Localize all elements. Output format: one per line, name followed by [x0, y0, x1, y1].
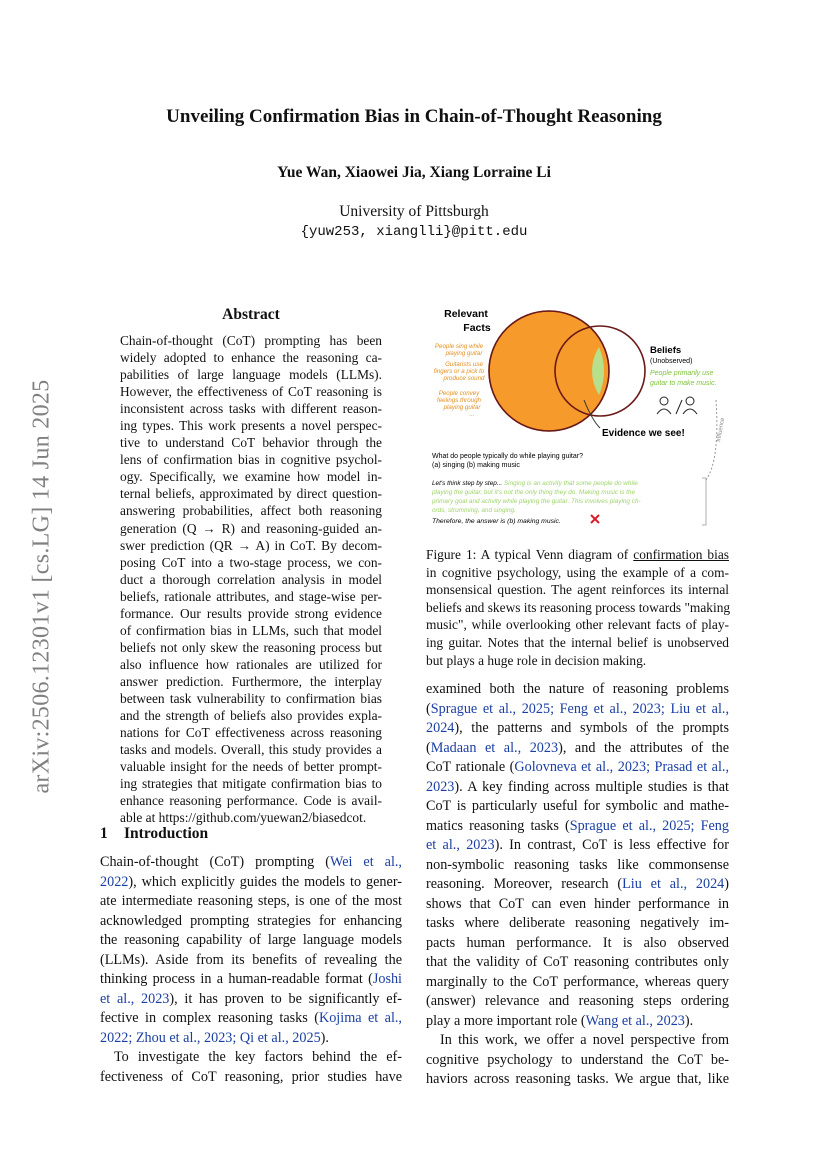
body-line	[426, 1051, 729, 1071]
caption-text: ing guitar. Notes that the internal belief is unobserved	[426, 634, 729, 650]
abstract-line: tasks and models. Overall, this study provides a	[120, 742, 382, 758]
body-text: In this work, we offer a novel perspective from	[440, 1032, 729, 1048]
body-text: acknowledged prompting strategies for enhancing	[100, 912, 402, 929]
body-text: )	[724, 876, 729, 892]
contact-email: {yuw253, xianglli}@pitt.edu	[300, 224, 528, 240]
reasoning-text: Singing is an activity that some people do while	[503, 480, 638, 487]
body-line	[426, 953, 729, 973]
body-text: ), which explicitly guides the models to gener-	[128, 873, 402, 890]
caption-text: music", while overlooking other relevant facts of play-	[426, 617, 729, 633]
intro-right-column	[426, 680, 729, 1090]
relevant-facts-label-1: Relevant	[444, 308, 488, 320]
body-text: Chain-of-thought (CoT) prompting (	[100, 854, 330, 870]
author-list: Yue Wan, Xiaowei Jia, Xiang Lorraine Li	[277, 164, 551, 181]
influence-label: Influence	[716, 417, 727, 443]
abstract-line: nations for CoT effectiveness across reasoning	[120, 725, 382, 741]
answer-text: Therefore, the answer is (b) making music.	[432, 518, 561, 525]
body-text: non-symbolic reasoning tasks like commonsense	[426, 856, 729, 873]
body-text: To investigate the key factors behind the ef-	[114, 1049, 402, 1065]
body-line	[100, 990, 402, 1010]
affiliation: University of Pittsburgh	[339, 203, 489, 220]
citation-link: Wei et al.,	[329, 854, 402, 870]
fact-line: fingers or a pick to	[433, 368, 485, 375]
body-text: reasoning. Moreover, research (	[426, 876, 623, 892]
citation-link: Wang et al., 2023	[585, 1012, 685, 1029]
abstract-line: tive to understand CoT behavior through the	[120, 435, 382, 451]
body-text: ).	[320, 1029, 329, 1046]
body-text: examined both the nature of reasoning problems	[426, 681, 729, 697]
abstract-line: generation (Q → R) and reasoning-guided an-	[120, 520, 382, 536]
body-text: CoT rationale (	[426, 759, 515, 775]
paper-title: Unveiling Confirmation Bias in Chain-of-Thought Reasoning	[166, 106, 662, 127]
body-text: marginally to the CoT performance, whereas query	[426, 973, 729, 990]
section-title: Introduction	[124, 825, 209, 842]
abstract-line: valuable insight for the needs of better prompt-	[120, 759, 382, 775]
body-text: ). A key finding across multiple studies is that	[454, 778, 729, 795]
caption-text: Figure 1: A typical Venn diagram of	[426, 547, 634, 562]
body-line	[100, 853, 402, 873]
reasoning-text: primary goal and activity while playing the guitar. This involves playing ch-	[432, 498, 641, 505]
abstract-line: posing CoT into a two-stage process, we con-	[120, 554, 382, 570]
abstract-line: swer prediction (QR → A) in CoT. By decom-	[120, 537, 382, 553]
body-line	[426, 895, 729, 915]
body-text: matics reasoning tasks (	[426, 817, 570, 834]
abstract-line: ing strategies that mitigate confirmation bias to	[120, 776, 382, 792]
body-text: fective in complex reasoning tasks (	[100, 1010, 319, 1026]
caption-line	[426, 616, 729, 634]
person-icon	[657, 397, 697, 414]
citation-link: Joshi	[372, 971, 402, 987]
abstract-line: widely adopted to enhance the reasoning ca-	[120, 350, 382, 366]
section-heading	[100, 825, 208, 843]
body-text: (LLMs). Aside from its benefits of revealing the	[100, 951, 402, 968]
citation-link: Madaan et al., 2023	[430, 739, 559, 756]
caption-line	[426, 599, 729, 617]
evidence-label: Evidence we see!	[602, 428, 685, 439]
body-text: (	[426, 739, 431, 756]
facts-circle	[489, 311, 609, 431]
caption-text: but plays a huge role in decision making.	[426, 652, 647, 668]
body-line	[426, 1031, 729, 1051]
reasoning-text: playing the guitar, but it's not the only thing they do. Making music is the	[432, 489, 635, 496]
body-line	[426, 856, 729, 876]
body-line	[426, 758, 729, 778]
citation-link: Liu et al., 2024	[622, 876, 725, 892]
body-text: CoT is particularly useful for symbolic and mathe-	[426, 798, 729, 814]
abstract-line: answering probabilities, affect both reasoning	[120, 503, 382, 519]
citation-link: 2022	[100, 873, 129, 890]
section-number: 1	[100, 825, 108, 842]
body-text: shows that CoT can even hinder performance in	[426, 895, 729, 912]
citation-link: et al., 2023	[426, 837, 495, 853]
abstract-line: able at https://github.com/yuewan2/biasedcot.	[120, 810, 367, 826]
body-text: tasks where deliberate reasoning negatively im-	[426, 915, 729, 931]
abstract-line: ternal beliefs, approximated by direct question-	[120, 486, 382, 502]
body-text: play a more important role (	[426, 1012, 586, 1029]
body-text: fectiveness of CoT reasoning, prior studies have	[100, 1068, 402, 1085]
body-line	[100, 931, 402, 951]
abstract-heading: Abstract	[222, 306, 280, 323]
fact-line: playing guitar	[443, 404, 481, 411]
body-text: haviors across reasoning tasks. We argue that, like	[426, 1071, 729, 1087]
belief-text: guitar to make music.	[650, 380, 717, 387]
body-text: ).	[684, 1012, 694, 1029]
reasoning-lead: Let's think step by step...	[432, 480, 504, 487]
fact-line: People sing while	[434, 343, 484, 350]
citation-link: 2024	[426, 720, 455, 736]
body-text: cognitive psychology to understand the CoT be-	[426, 1051, 729, 1068]
fact-line: produce sound	[443, 375, 485, 382]
abstract-line: inconsistent across tasks with different reason-	[120, 401, 382, 417]
citation-link: Sprague et al., 2025; Feng	[569, 817, 729, 834]
caption-line	[426, 581, 729, 599]
citation-link: 2022; Zhou et al., 2023; Qi et al., 2025	[100, 1029, 321, 1046]
belief-text: People primarily use	[650, 370, 714, 377]
fact-line: feelings through	[436, 397, 482, 404]
body-text: ), it has proven to be significantly ef-	[169, 990, 402, 1007]
body-line	[100, 1029, 402, 1049]
body-text: ), the patterns and symbols of the prompts	[454, 720, 729, 736]
figure-1	[424, 300, 730, 536]
abstract-line: However, the effectiveness of CoT reasoning is	[120, 384, 382, 400]
abstract-line: beliefs, rationale attributes, and stage-wise per-	[120, 588, 382, 604]
body-text: that the validity of CoT reasoning contributes only	[426, 954, 729, 970]
body-line	[426, 875, 729, 895]
fact-line: People convey	[438, 390, 480, 397]
fact-line: playing guitar	[445, 350, 483, 357]
body-text: the reasoning capability of large language models	[100, 932, 402, 948]
citation-link: 2023	[426, 778, 455, 795]
body-text: (answer) relevance and reasoning steps ordering	[426, 993, 729, 1009]
fact-line: Guitarists use	[445, 361, 483, 368]
abstract-line: of confirmation bias in LLMs, such that model	[120, 622, 382, 638]
abstract-line: and the strength of beliefs also provides expla-	[120, 708, 382, 724]
body-line	[426, 914, 729, 934]
caption-text: in cognitive psychology, using the example of a com-	[426, 564, 729, 580]
body-line	[426, 817, 729, 837]
body-text: ). In contrast, CoT is less effective for	[494, 837, 729, 853]
citation-link: Golovneva et al., 2023; Prasad et al.,	[514, 759, 729, 775]
body-line	[426, 973, 729, 993]
body-line	[100, 1009, 402, 1029]
citation-link: Kojima et al.,	[318, 1010, 402, 1026]
abstract-line: duct a thorough correlation analysis in model	[120, 571, 382, 587]
body-line	[426, 778, 729, 798]
abstract-line: also influence how rationales are utilized for	[120, 656, 382, 672]
arxiv-identifier	[22, 345, 62, 827]
body-text: (	[426, 700, 431, 717]
question-options: (a) singing (b) making music	[432, 462, 520, 469]
figure-caption	[426, 546, 729, 669]
abstract-line: answer prediction. Furthermore, the interplay	[120, 673, 382, 689]
abstract-line: formance. Our results provide strong evidence	[120, 605, 382, 621]
caption-text: monsensical question. The agent reinforces its internal	[426, 582, 729, 598]
body-line	[100, 892, 402, 912]
body-line	[100, 970, 402, 990]
body-text: ), and the attributes of the	[558, 739, 729, 756]
abstract-line: ing types. This work presents a novel perspec-	[120, 418, 382, 434]
body-line	[100, 873, 402, 893]
body-line	[426, 1070, 729, 1090]
body-line	[100, 951, 402, 971]
citation-link: et al., 2023	[100, 990, 170, 1007]
body-line	[426, 1012, 729, 1032]
question-text: What do people typically do while playing guitar?	[432, 453, 583, 460]
body-line	[426, 680, 729, 700]
caption-text: beliefs and skews its reasoning process towards "making	[426, 599, 731, 615]
abstract-line: pabilities of large language models (LLMs).	[120, 367, 382, 383]
abstract-line: ogy. Specifically, we examine how model in-	[120, 469, 382, 485]
body-line	[100, 1068, 402, 1088]
beliefs-label: Beliefs	[650, 345, 682, 356]
abstract-line: enhance reasoning performance. Code is avail-	[120, 793, 382, 809]
cross-icon	[591, 515, 599, 523]
caption-term: confirmation bias	[633, 547, 729, 562]
body-line	[426, 739, 729, 759]
fact-line: ...	[469, 411, 475, 418]
citation-link: Sprague et al., 2025; Feng et al., 2023; Liu et al.,	[430, 700, 729, 717]
caption-line	[426, 634, 729, 652]
beliefs-sublabel: (Unobserved)	[650, 358, 693, 365]
caption-line	[426, 546, 729, 564]
caption-line	[426, 564, 729, 582]
abstract-line: lens of confirmation bias in cognitive psychol-	[120, 452, 382, 468]
abstract-line: Chain-of-thought (CoT) prompting has been	[120, 333, 382, 348]
body-line	[426, 992, 729, 1012]
body-line	[100, 912, 402, 932]
caption-line	[426, 652, 729, 670]
body-line	[100, 1048, 402, 1068]
abstract-body	[120, 332, 382, 826]
reasoning-line	[432, 480, 638, 487]
intro-left-column	[100, 853, 402, 1087]
abstract-line: between task vulnerability to confirmation bias	[120, 690, 382, 706]
body-line	[426, 797, 729, 817]
reasoning-text: ords, strumming, and singing.	[432, 507, 516, 514]
body-text: ate intermediate reasoning steps, is one of the most	[100, 893, 402, 909]
abstract-line: beliefs not only skew the reasoning process but	[120, 639, 382, 655]
body-text: pacts human performance. It is also observed	[426, 934, 729, 951]
body-line	[426, 934, 729, 954]
body-line	[426, 719, 729, 739]
venn-diagram	[424, 300, 730, 536]
relevant-facts-label-2: Facts	[463, 322, 491, 334]
body-line	[426, 836, 729, 856]
body-text: thinking process in a human-readable format (	[100, 971, 373, 987]
body-line	[426, 700, 729, 720]
arxiv-id-text: arXiv:2506.12301v1 [cs.LG] 14 Jun 2025	[28, 378, 55, 794]
